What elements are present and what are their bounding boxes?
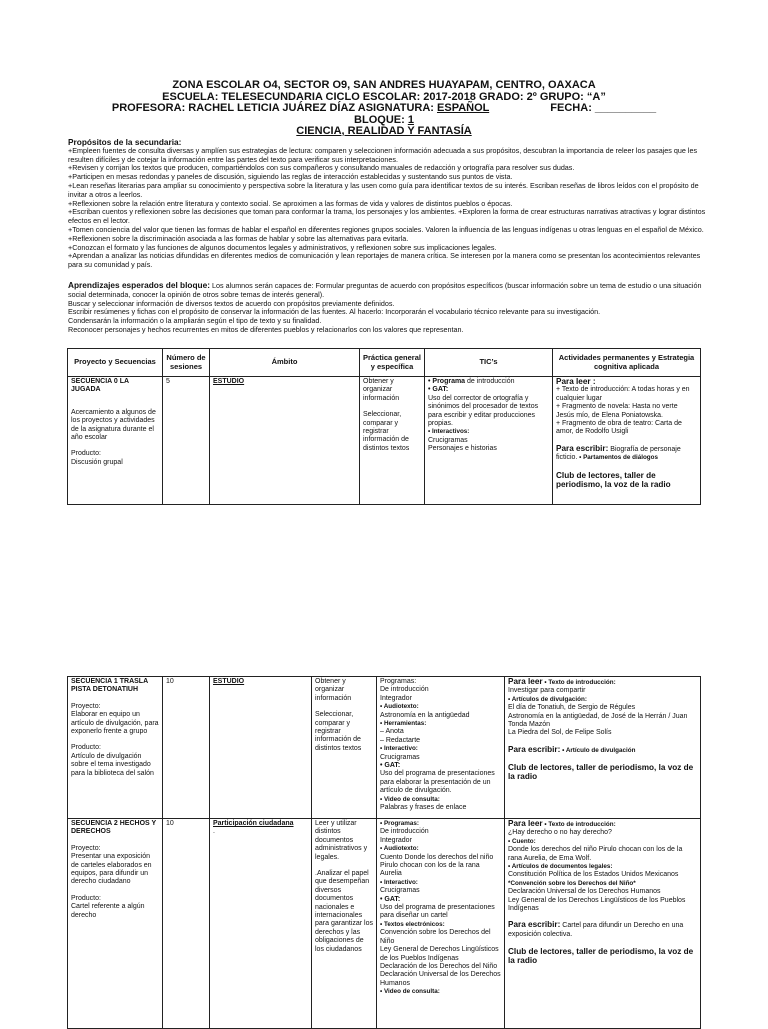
expected-item: Buscar y seleccionar información de diversos textos de acuerdo con propósitos previamente definidos. xyxy=(68,298,395,308)
header-school: ESCUELA: TELESECUNDARIA CICLO ESCOLAR: 2017-2018 GRADO: 2º GRUPO: “A” xyxy=(162,90,606,103)
col-header-ambito: Ámbito xyxy=(210,349,360,377)
purpose-item: +Empleen fuentes de consulta diversas y amplíen sus estrategias de lectura: comparen y seleccionen información adecuada a sus propósitos, descubran la importancia de releer los pasajes que les resulten difíciles y de cotejar la información entre las partes del texto para verificar sus interpretaciones. xyxy=(68,145,698,164)
expected-intro: Aprendizajes esperados del bloque: Los alumnos serán capaces de: Formular preguntas de acuerdo con propósitos específicos (buscar información sobre un tema de estudio o una situación social determinada, conocer la opinión de otros sobre temas de interés general). xyxy=(68,280,702,299)
planning-table-bottom xyxy=(67,676,701,1029)
purposes-section xyxy=(68,138,708,270)
practice-cell: Leer y utilizar distintos documentos administrativos y legales. .Analizar el papel que desempeñan diversos documentos nacionales e internacionales para garantizar los derechos y las obligaciones de los ciudadanos xyxy=(312,819,377,1029)
col-header-sessions: Número de sesiones xyxy=(163,349,210,377)
expected-item: Condensarán la información o la ampliarán según el tipo de texto y su finalidad. xyxy=(68,316,322,326)
sequence-title: SECUENCIA 0 LA JUGADA xyxy=(71,378,129,394)
ambito-cell: ESTUDIO xyxy=(210,677,312,819)
col-header-practice: Práctica general y específica xyxy=(360,349,425,377)
planning-table-top xyxy=(67,348,701,505)
header-block: BLOQUE: 1 xyxy=(354,113,414,126)
purpose-item: +Escriban cuentos y reflexionen sobre las decisiones que toman para conformar la trama, los personajes y los ambientes. +Exploren la forma de crear estructuras narrativas atractivas y lograr distintos efectos en el lector. xyxy=(68,207,706,226)
purposes-heading: Propósitos de la secundaria: xyxy=(68,137,182,147)
table-row xyxy=(68,819,701,1029)
expected-learning-section xyxy=(68,281,708,335)
col-header-tics: TIC’s xyxy=(425,349,553,377)
sessions-cell: 10 xyxy=(163,819,210,1029)
header-zone: ZONA ESCOLAR O4, SECTOR O9, SAN ANDRES HUAYAPAM, CENTRO, OAXACA xyxy=(172,79,596,91)
ambito-cell: ESTUDIO xyxy=(210,377,360,505)
table-header-row xyxy=(68,349,701,377)
project-cell: SECUENCIA 0 LA JUGADA Acercamiento a algunos de los proyectos y actividades de la asignatura durante el año escolar Producto: Discusión grupal xyxy=(68,377,163,505)
header-teacher: PROFESORA: RACHEL LETICIA JUÁREZ DÍAZ ASIGNATURA: ESPAÑOL FECHA: __________ xyxy=(111,102,657,114)
table-row xyxy=(68,377,701,505)
sessions-cell: 5 xyxy=(163,377,210,505)
project-cell: SECUENCIA 1 TRASLA PISTA DETONATIUH Proyecto: Elaborar en equipo un artículo de divulgación, para exponerlo frente a grupo Producto: Artículo de divulgación sobre el tema investigado para la biblioteca del salón xyxy=(68,677,163,819)
practice-cell: Obtener y organizar información Seleccionar, comparar y registrar información de distintos textos xyxy=(312,677,377,819)
project-cell: SECUENCIA 2 HECHOS Y DERECHOS Proyecto: Presentar una exposición de carteles elaborados en equipos, para difundir un derecho ciudadano Producto: Cartel referente a algún derecho xyxy=(68,819,163,1029)
table-row xyxy=(68,677,701,819)
purpose-item: +Tomen conciencia del valor que tienen las formas de hablar el español en diferentes regiones grupos sociales. Valoren la influencia de las lenguas indígenas u otras lenguas en el español de México. +Reflexionen sobre la discriminación asociada a las formas de hablar y sobre las alternativas para evitarla. xyxy=(68,224,704,243)
purpose-item: +Revisen y corrijan los textos que producen, compartiéndolos con sus compañeros y consultando manuales de redacción y ortografía para resolver sus dudas. xyxy=(68,163,575,173)
sessions-cell: 10 xyxy=(163,677,210,819)
purpose-item: +Reflexionen sobre la relación entre literatura y contexto social. Se aproximen a las formas de vida y valores de distintos pueblos o épocas. xyxy=(68,198,513,208)
sequence-title: SECUENCIA 2 HECHOS Y DERECHOS xyxy=(71,820,157,836)
tics-cell: Programas: De introducción Integrador • Audiotexto: Astronomía en la antigüedad • Herramientas: – Anota – Redactarte • Interactivo: Crucigramas • GAT: Uso del programa de presentaciones para elaborar la presentación de un artículo de divulgación. • Video de consulta: Palabras y frases de enlace xyxy=(377,677,505,819)
subject-name: ESPAÑOL xyxy=(437,102,490,114)
col-header-activities: Actividades permanentes y Estrategia cognitiva aplicada xyxy=(553,349,701,377)
purpose-item: +Conozcan el formato y las funciones de algunos documentos legales y administrativos, y reflexionen sobre sus implicaciones legales. xyxy=(68,242,497,252)
purpose-item: +Lean reseñas literarias para ampliar su conocimiento y perspectiva sobre la literatura y las usen como guía para identificar textos de su interés. Escriban reseñas de libros leídos con el propósito de invitar a otros a leerlos. xyxy=(68,180,699,199)
expected-item: Reconocer personajes y hechos recurrentes en mitos de diferentes pueblos y relacionarlos con los valores que representan. xyxy=(68,324,464,334)
col-header-project: Proyecto y Secuencias xyxy=(68,349,163,377)
header-block-title: CIENCIA, REALIDAD Y FANTASÍA xyxy=(296,125,472,137)
expected-heading: Aprendizajes esperados del bloque: xyxy=(68,280,211,290)
activities-cell: Para leer : + Texto de introducción: A todas horas y en cualquier lugar + Fragmento de novela: Hasta no verte Jesús mío, de Elena Poniatowska. + Fragmento de obra de teatro: Carta de amor, de Rodolfo Usigli Para escribir: Biografía de personaje ficticio. • Partamentos de diálogos Club de lectores, taller de periodismo, la voz de la radio xyxy=(553,377,701,505)
expected-item: Escribir resúmenes y fichas con el propósito de conservar la información de las fuentes. Al hacerlo: Incorporarán el vocabulario técnico relevante para su investigación. xyxy=(68,307,601,317)
document-header xyxy=(0,80,768,138)
tics-cell: • Programa de introducción • GAT: Uso del corrector de ortografía y sinónimos del procesador de textos para escribir y editar producciones propias. • Interactivos: Crucigramas Personajes e historias xyxy=(425,377,553,505)
purpose-item: +Participen en mesas redondas y paneles de discusión, siguiendo las reglas de interacción establecidas y sustentando sus puntos de vista. xyxy=(68,172,513,182)
ambito-cell: Participación ciudadana . xyxy=(210,819,312,1029)
sequence-title: SECUENCIA 1 TRASLA PISTA DETONATIUH xyxy=(71,678,148,694)
practice-cell: Obtener y organizar información Seleccionar, comparar y registrar información de distintos textos xyxy=(360,377,425,505)
purpose-item: +Aprendan a analizar las noticias difundidas en diferentes medios de comunicación y lean reportajes de manera crítica. Se interesen por la manera como se presentan los acontecimientos relevantes para su comunidad y país. xyxy=(68,251,701,270)
activities-cell: Para leer • Texto de introducción: Investigar para compartir • Artículos de divulgación: El día de Tonatiuh, de Sergio de Régules Astronomía en la antigüedad, de José de la Herrán / Juan Tonda Mazón La Piedra del Sol, de Felipe Solís Para escribir: • Artículo de divulgación Club de lectores, taller de periodismo, la voz de la radio xyxy=(505,677,701,819)
activities-cell: Para leer • Texto de introducción: ¿Hay derecho o no hay derecho? • Cuento: Donde los derechos del niño Pirulo chocan con los de la rana Aurelia, de Ema Wolf. • Artículos de documentos legales: Constitución Política de los Estados Unidos Mexicanos *Convención sobre los Derechos del Niño* Declaración Universal de los Derechos Humanos Ley General de los Derechos Lingüísticos de los Pueblos Indígenas Para escribir: Cartel para difundir un Derecho en una exposición colectiva. Club de lectores, taller de periodismo, la voz de la radio xyxy=(505,819,701,1029)
tics-cell: • Programas: De introducción Integrador • Audiotexto: Cuento Donde los derechos del niño Pirulo chocan con los de la rana Aurelia • Interactivo: Crucigramas • GAT: Uso del programa de presentaciones para diseñar un cartel • Textos electrónicos: Convención sobre los Derechos del Niño Ley General de Derechos Lingüísticos de los Pueblos Indígenas Declaración de los Derechos del Niño Declaración Universal de los Derechos Humanos • Video de consulta: xyxy=(377,819,505,1029)
